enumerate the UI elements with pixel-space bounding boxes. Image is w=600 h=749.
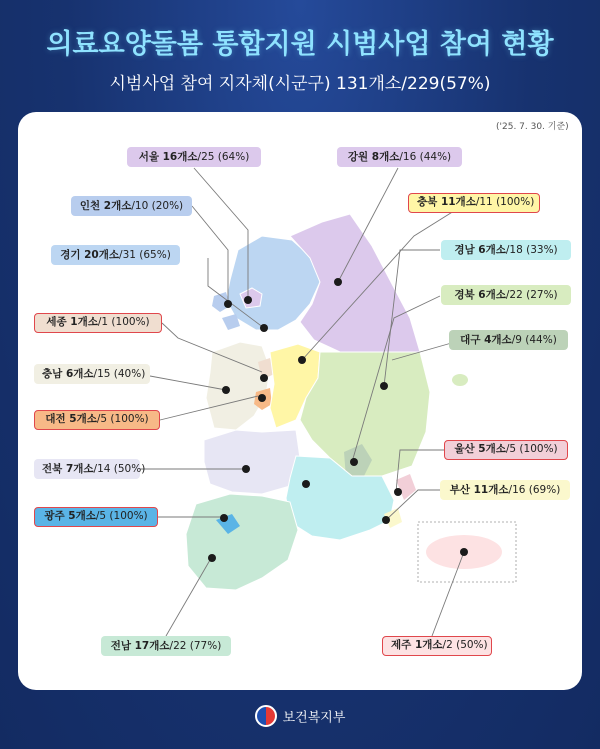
label-gyeonggi: 경기 20개소/31 (65%) (51, 245, 180, 265)
label-gyeongnam: 경남 6개소/18 (33%) (441, 240, 571, 260)
label-seoul: 서울 16개소/25 (64%) (127, 147, 261, 167)
label-gyeongbuk: 경북 6개소/22 (27%) (441, 285, 571, 305)
label-jeju: 제주 1개소/2 (50%) (382, 636, 492, 656)
page-title: 의료요양돌봄 통합지원 시범사업 참여 현황 (46, 29, 554, 60)
region-jeonbuk (204, 430, 300, 494)
page-subtitle: 시범사업 참여 지자체(시군구) 131개소/229(57%) (109, 74, 491, 94)
label-gwangju: 광주 5개소/5 (100%) (34, 507, 158, 527)
footer (0, 705, 600, 727)
label-sejong: 세종 1개소/1 (100%) (34, 313, 162, 333)
province-shapes (186, 214, 516, 590)
pin-ulsan (394, 488, 402, 496)
pin-chungnam (222, 386, 230, 394)
pin-sejong (260, 374, 268, 382)
label-ulsan: 울산 5개소/5 (100%) (444, 440, 568, 460)
pin-jeju (460, 548, 468, 556)
label-jeonnam: 전남 17개소/22 (77%) (101, 636, 231, 656)
region-ulleung (452, 374, 468, 386)
label-incheon: 인천 2개소/10 (20%) (71, 196, 192, 216)
pin-busan (382, 516, 390, 524)
region-chungnam (206, 342, 270, 430)
pin-jeonnam (208, 554, 216, 562)
pin-jeonbuk (242, 465, 250, 473)
ministry-name: 보건복지부 (282, 710, 346, 726)
label-daegu: 대구 4개소/9 (44%) (449, 330, 568, 350)
pin-seoul (244, 296, 252, 304)
label-busan: 부산 11개소/16 (69%) (440, 480, 570, 500)
pin-gyeongnam (302, 480, 310, 488)
region-ulsan (396, 474, 416, 500)
region-jeonnam (186, 494, 298, 590)
pin-gangwon (334, 278, 342, 286)
pin-gwangju (220, 514, 228, 522)
label-gangwon: 강원 8개소/16 (44%) (337, 147, 462, 167)
pin-gyeonggi (260, 324, 268, 332)
pin-daegu (350, 458, 358, 466)
pin-chungbuk (298, 356, 306, 364)
label-chungnam: 충남 6개소/15 (40%) (34, 364, 150, 384)
date-note: ('25. 7. 30. 기준) (496, 122, 569, 132)
label-jeonbuk: 전북 7개소/14 (50%) (34, 459, 140, 479)
label-chungbuk: 충북 11개소/11 (100%) (408, 193, 540, 213)
pin-daejeon (258, 394, 266, 402)
pin-gyeongbuk (380, 382, 388, 390)
label-daejeon: 대전 5개소/5 (100%) (34, 410, 160, 430)
government-emblem-icon (255, 705, 277, 727)
pin-incheon (224, 300, 232, 308)
